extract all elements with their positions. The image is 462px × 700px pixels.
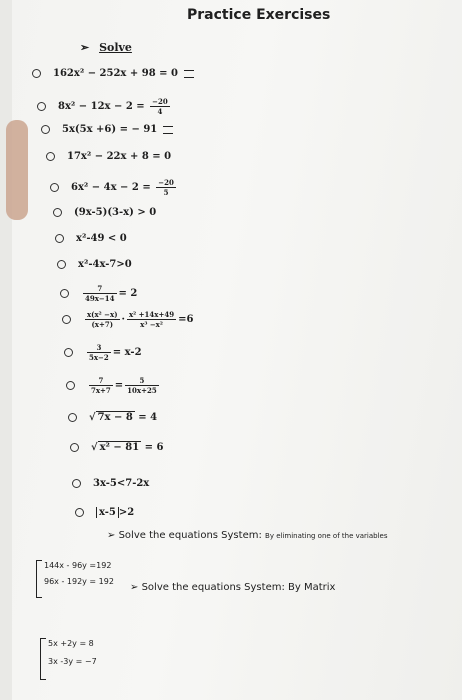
fraction [150,97,170,116]
arrow-bullet-icon: ➢ [80,41,90,54]
fraction-numerator: x² +14x+49 [129,310,175,319]
circle-bullet-icon [75,508,84,517]
fraction-denominator: 7x+7 [91,386,111,395]
system-brace [40,638,46,680]
operator: = [114,380,124,391]
exercise-item [53,207,156,218]
circle-bullet-icon [57,260,66,269]
fraction [89,376,113,395]
sqrt-symbol: √ [89,412,96,423]
equation-rhs: = 4 [134,412,158,423]
system-note: By eliminating one of the variables [265,532,388,540]
exercise-item [68,412,157,423]
circle-bullet-icon [55,234,64,243]
fraction [125,376,159,395]
exercise-item [50,178,178,197]
equation-text: 5x(5x +6) = − 91 [62,124,158,135]
system-heading-matrix [130,582,335,593]
system-equation: 3x -3y = −7 [48,657,97,666]
radicand: 7x − 8 [97,412,133,423]
fraction-numerator: −20 [158,178,174,187]
fraction-denominator: 10x+25 [127,386,157,395]
equals-mark-icon [163,126,173,134]
equation-text: 17x² − 22x + 8 = 0 [67,151,172,162]
exercise-item [66,376,161,395]
fraction-numerator: 5 [125,376,159,386]
exercise-item [41,124,173,135]
exercise-item [37,97,172,116]
fraction-denominator: 5 [163,188,169,197]
exercise-item [32,68,194,79]
circle-bullet-icon [62,315,71,324]
circle-bullet-icon [68,413,77,422]
thumb-shadow [6,120,28,220]
exercise-item [57,259,132,270]
equation-rhs: >2 [118,507,135,518]
system-equation: 96x - 192y = 192 [44,577,114,586]
fraction-denominator: 4 [157,107,163,116]
fraction [85,310,120,329]
equation-system-2 [40,638,97,678]
equation-text: x²-49 < 0 [76,233,127,244]
fraction-numerator: 3 [87,343,111,353]
equation-system-1 [36,560,114,596]
circle-bullet-icon [60,289,69,298]
circle-bullet-icon [37,102,46,111]
exercise-item [64,343,142,362]
equation-text: 6x² − 4x − 2 = [71,182,155,193]
fraction [127,310,176,329]
system-heading-text: Solve the equations System: [118,530,262,541]
radicand: x² − 81 [99,442,140,453]
fraction-numerator: −20 [152,97,168,106]
equation-text: 8x² − 12x − 2 = [58,101,149,112]
equation-text: (9x-5)(3-x) > 0 [74,207,157,218]
system-equation: 5x +2y = 8 [48,639,94,648]
fraction-numerator: 7 [89,376,113,386]
equals-mark-icon [184,70,194,78]
system-equation: 144x - 96y =192 [44,561,112,570]
system-heading-elimination [107,530,388,541]
circle-bullet-icon [66,381,75,390]
arrow-bullet-icon: ➢ [130,582,139,593]
fraction [87,343,111,362]
equation-rhs: = 2 [118,288,138,299]
system-heading-text: Solve the equations System: By Matrix [141,582,336,593]
circle-bullet-icon [32,69,41,78]
fraction-denominator: (x+7) [91,320,114,329]
fraction-numerator: 7 [83,284,117,294]
circle-bullet-icon [64,348,73,357]
fraction-denominator: 5x−2 [89,353,109,362]
exercise-item [70,442,164,453]
circle-bullet-icon [41,125,50,134]
circle-bullet-icon [46,152,55,161]
fraction [156,178,176,197]
exercise-item [75,507,134,518]
solve-heading [80,41,132,54]
fraction-denominator: 49x−14 [85,294,115,303]
fraction-numerator: x(x² −x) [87,310,118,319]
equation-text: 162x² − 252x + 98 = 0 [53,68,178,79]
solve-label: Solve [99,41,132,54]
worksheet-paper [12,0,462,700]
exercise-item [55,233,127,244]
fraction-denominator: x³ −x² [140,320,163,329]
sqrt-symbol: √ [91,442,98,453]
circle-bullet-icon [72,479,81,488]
equation-text: 3x-5<7-2x [93,478,150,489]
exercise-item [72,478,149,489]
circle-bullet-icon [50,183,59,192]
fraction [83,284,117,303]
equation-rhs: = 6 [141,442,164,453]
system-brace [36,560,42,598]
operator: · [121,314,125,325]
exercise-item [46,151,171,162]
equation-rhs: =6 [178,314,194,325]
circle-bullet-icon [70,443,79,452]
equation-text: x²-4x-7>0 [78,259,132,270]
exercise-item [60,284,137,303]
circle-bullet-icon [53,208,62,217]
exercise-item [62,310,193,329]
page-title: Practice Exercises [187,7,331,23]
equation-rhs: = x-2 [112,347,142,358]
absolute-value: x-5 [96,507,119,518]
arrow-bullet-icon: ➢ [107,530,116,541]
